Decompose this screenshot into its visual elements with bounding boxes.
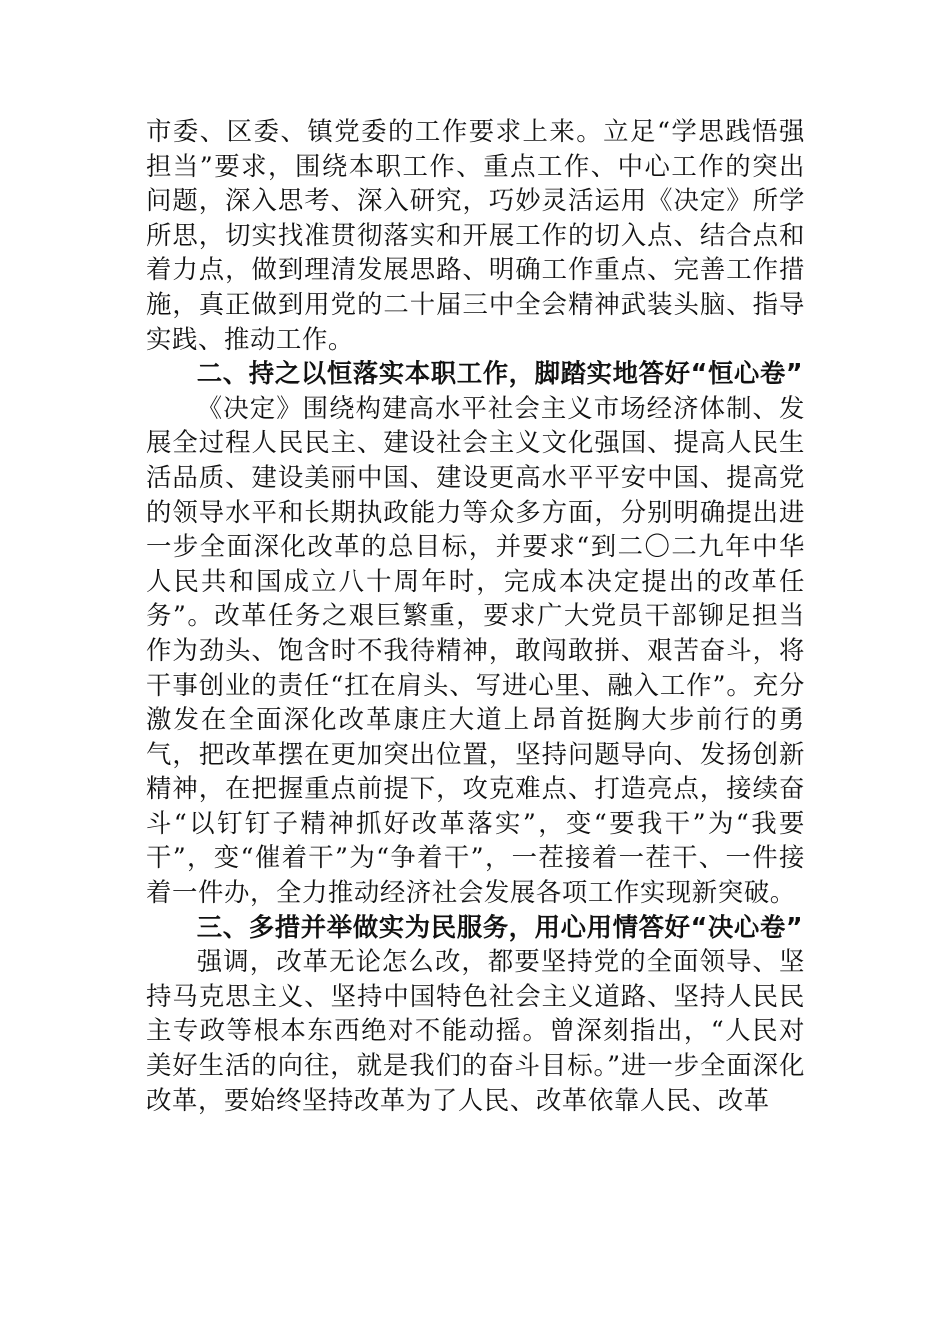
paragraph-1: 市委、区委、镇党委的工作要求上来。立足“学思践悟强担当”要求，围绕本职工作、重点工作、中心工作的突出问题，深入思考、深入研究，巧妙灵活运用《决定》所学所思，切实找准贯彻落实和开展工作的切入点、结合点和着力点，做到理清发展思路、明确工作重点、完善工作措施，真正做到用党的二十届三中全会精神武装头脑、指导实践、推动工作。 (146, 116, 805, 354)
paragraph-2: 《决定》围绕构建高水平社会主义市场经济体制、发展全过程人民民主、建设社会主义文化强国、提高人民生活品质、建设美丽中国、建设更高水平平安中国、提高党的领导水平和长期执政能力等众多方面，分别明确提出进一步全面深化改革的总目标，并要求“到二〇二九年中华人民共和国成立八十周年时，完成本决定提出的改革任务”。改革任务之艰巨繁重，要求广大党员干部铆足担当作为劲头、饱含时不我待精神，敢闯敢拼、艰苦奋斗，将干事创业的责任“扛在肩头、写进心里、融入工作”。充分激发在全面深化改革康庄大道上昂首挺胸大步前行的勇气，把改革摆在更加突出位置，坚持问题导向、发扬创新精神，在把握重点前提下，攻克难点、打造亮点，接续奋斗“以钉钉子精神抓好改革落实”，变“要我干”为“我要干”，变“催着干”为“争着干”，一茬接着一茬干、一件接着一件办，全力推动经济社会发展各项工作实现新突破。 (146, 392, 805, 908)
section-heading-2: 二、持之以恒落实本职工作，脚踏实地答好“恒心卷” (196, 358, 804, 389)
section-heading-3: 三、多措并举做实为民服务，用心用情答好“决心卷” (196, 911, 804, 942)
paragraph-3: 强调，改革无论怎么改，都要坚持党的全面领导、坚持马克思主义、坚持中国特色社会主义道路、坚持人民民主专政等根本东西绝对不能动摇。曾深刻指出，“人民对美好生活的向往，就是我们的奋斗目标。”进一步全面深化改革，要始终坚持改革为了人民、改革依靠人民、改革 (146, 946, 805, 1115)
document-body (146, 114, 805, 1117)
